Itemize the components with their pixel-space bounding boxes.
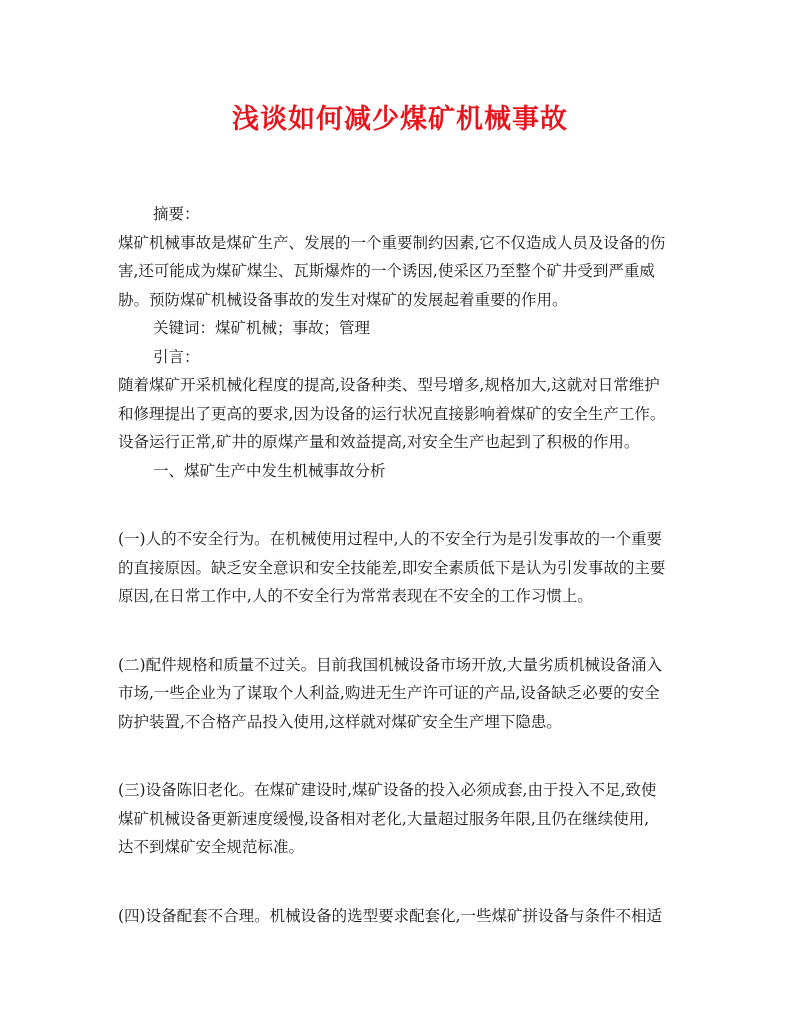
document-body bbox=[118, 200, 688, 930]
intro-line: 和修理提出了更高的要求,因为设备的运行状况直接影响着煤矿的安全生产工作。 bbox=[118, 404, 666, 423]
abstract-heading: 摘要： bbox=[153, 205, 200, 223]
keywords-line: 关键词：煤矿机械；事故；管理 bbox=[153, 319, 371, 337]
section-heading: 一、煤矿生产中发生机械事故分析 bbox=[153, 461, 386, 480]
paragraph-line: (三)设备陈旧老化。在煤矿建设时,煤矿设备的投入必须成套,由于投入不足,致使 bbox=[118, 781, 657, 799]
abstract-line: 煤矿机械事故是煤矿生产、发展的一个重要制约因素,它不仅造成人员及设备的伤 bbox=[118, 233, 666, 252]
paragraph-gap bbox=[118, 611, 688, 651]
paragraph-gap bbox=[118, 736, 688, 776]
paragraph-line: (四)设备配套不合理。机械设备的选型要求配套化,一些煤矿拼设备与条件不相适 bbox=[118, 906, 663, 925]
paragraph-line: 的直接原因。缺乏安全意识和安全技能差,即安全素质低下是认为引发事故的主要 bbox=[118, 558, 666, 577]
paragraph-line: (二)配件规格和质量不过关。目前我国机械设备市场开放,大量劣质机械设备涌入 bbox=[118, 655, 663, 674]
intro-line: 设备运行正常,矿井的原煤产量和效益提高,对安全生产也起到了积极的作用。 bbox=[118, 433, 640, 451]
document-title: 浅谈如何减少煤矿机械事故 bbox=[232, 104, 568, 135]
intro-heading: 引言： bbox=[153, 347, 200, 366]
paragraph-line: (一)人的不安全行为。在机械使用过程中,人的不安全行为是引发事故的一个重要 bbox=[118, 530, 663, 548]
paragraph-line: 防护装置,不合格产品投入使用,这样就对煤矿安全生产埋下隐患。 bbox=[118, 712, 562, 731]
paragraph-line: 市场,一些企业为了谋取个人利益,购进无生产许可证的产品,设备缺乏必要的安全 bbox=[118, 684, 660, 702]
paragraph-line: 煤矿机械设备更新速度缓慢,设备相对老化,大量超过服务年限,且仍在继续使用, bbox=[118, 809, 650, 828]
paragraph-line: 原因,在日常工作中,人的不安全行为常常表现在不安全的工作习惯上。 bbox=[118, 587, 593, 605]
paragraph-line: 达不到煤矿安全规范标准。 bbox=[118, 838, 305, 856]
paragraph-gap bbox=[118, 485, 688, 525]
intro-line: 随着煤矿开采机械化程度的提高,设备种类、型号增多,规格加大,这就对日常维护 bbox=[118, 376, 660, 394]
abstract-line: 害,还可能成为煤矿煤尘、瓦斯爆炸的一个诱因,使采区乃至整个矿井受到严重威 bbox=[118, 262, 655, 280]
paragraph-gap bbox=[118, 862, 688, 902]
abstract-line: 胁。预防煤矿机械设备事故的发生对煤矿的发展起着重要的作用。 bbox=[118, 290, 568, 309]
